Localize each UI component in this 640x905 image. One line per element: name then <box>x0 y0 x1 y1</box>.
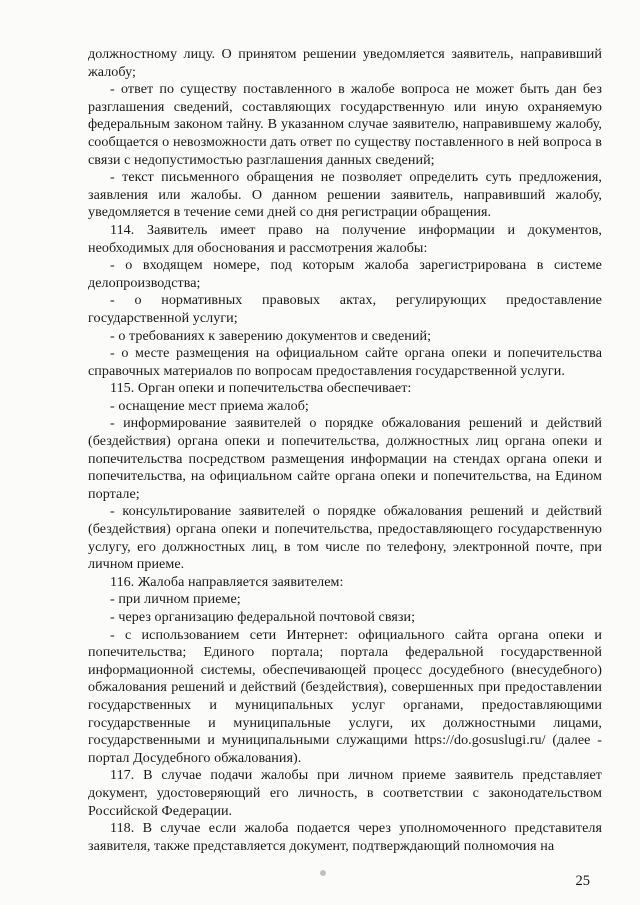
list-item-internet: - с использованием сети Интернет: официального сайта органа опеки и попечительства; Единого портала; портала федеральной государственной информационной системы, обеспечивающей процесс досудебного (внесудебного) обжалования решений и действий (бездействия), совершенных при предоставлении государственных и муниципальных услуг органами, предоставляющими государственные и муниципальные услуги, их должностными лицами, государственными и муниципальными служащими https://do.gosuslugi.ru/ (далее - портал Досудебного обжалования). <box>88 626 602 766</box>
clause-115: 115. Орган опеки и попечительства обеспечивает: <box>110 380 412 397</box>
clause-114: 114. Заявитель имеет право на получение информации и документов, необходимых для обоснования и рассмотрения жалобы: <box>88 221 602 256</box>
clause-118: 118. В случае если жалоба подается через уполномоченного представителя заявителя, также представляется документ, подтверждающий полномочия на <box>88 820 602 854</box>
list-item-equipment: - оснащение мест приема жалоб; <box>110 397 309 414</box>
clause-117: 117. В случае подачи жалобы при личном приеме заявитель представляет документ, удостоверяющий его личность, в соответствии с законодательством Российской Федерации. <box>88 767 602 819</box>
scan-dot-mark <box>320 870 326 876</box>
list-item-consulting: - консультирование заявителей о порядке обжалования решений и действий (бездействия) органа опеки и попечительства, предоставляющего государственную услугу, его должностных лиц, в том числе по телефону, электронной почте, при личном приеме. <box>88 503 602 573</box>
list-item-normative-acts: - о нормативных правовых актах, регулирующих предоставление государственной услуги; <box>88 292 602 326</box>
paragraph-continuation: должностному лицу. О принятом решении уведомляется заявитель, направивший жалобу; <box>88 46 602 80</box>
page-number: 25 <box>575 873 590 889</box>
list-item-incoming-number: - о входящем номере, под которым жалоба зарегистрирована в системе делопроизводства; <box>88 257 602 291</box>
list-item-reference-materials: - о месте размещения на официальном сайте органа опеки и попечительства справочных материалов по вопросам предоставления государственной услуги. <box>88 345 602 379</box>
list-item-personal-reception: - при личном приеме; <box>110 591 241 608</box>
list-item-text-unclear: - текст письменного обращения не позволяет определить суть предложения, заявления или жалобы. О данном решении заявитель, направивший жалобу, уведомляется в течение семи дней со дня регистрации обращения. <box>88 169 602 221</box>
list-item-postal: - через организацию федеральной почтовой связи; <box>110 609 416 625</box>
list-item-certification-reqs: - о требованиях к заверению документов и сведений; <box>110 327 432 344</box>
list-item-informing: - информирование заявителей о порядке обжалования решений и действий (бездействия) органа опеки и попечительства, должностных лиц органа опеки и попечительства посредством размещения информации на стендах органа опеки и попечительства, на официальном сайте органа опеки и попечительства, на Едином портале; <box>88 415 602 502</box>
clause-116: 116. Жалоба направляется заявителем: <box>110 573 344 590</box>
list-item-no-answer-secret: - ответ по существу поставленного в жалобе вопроса не может быть дан без разглашения сведений, составляющих государственную или иную охраняемую федеральным законом тайну. В указанном случае заявителю, направившему жалобу, сообщается о невозможности дать ответ по существу поставленного в ней вопроса в связи с недопустимостью разглашения данных сведений; <box>88 81 602 168</box>
